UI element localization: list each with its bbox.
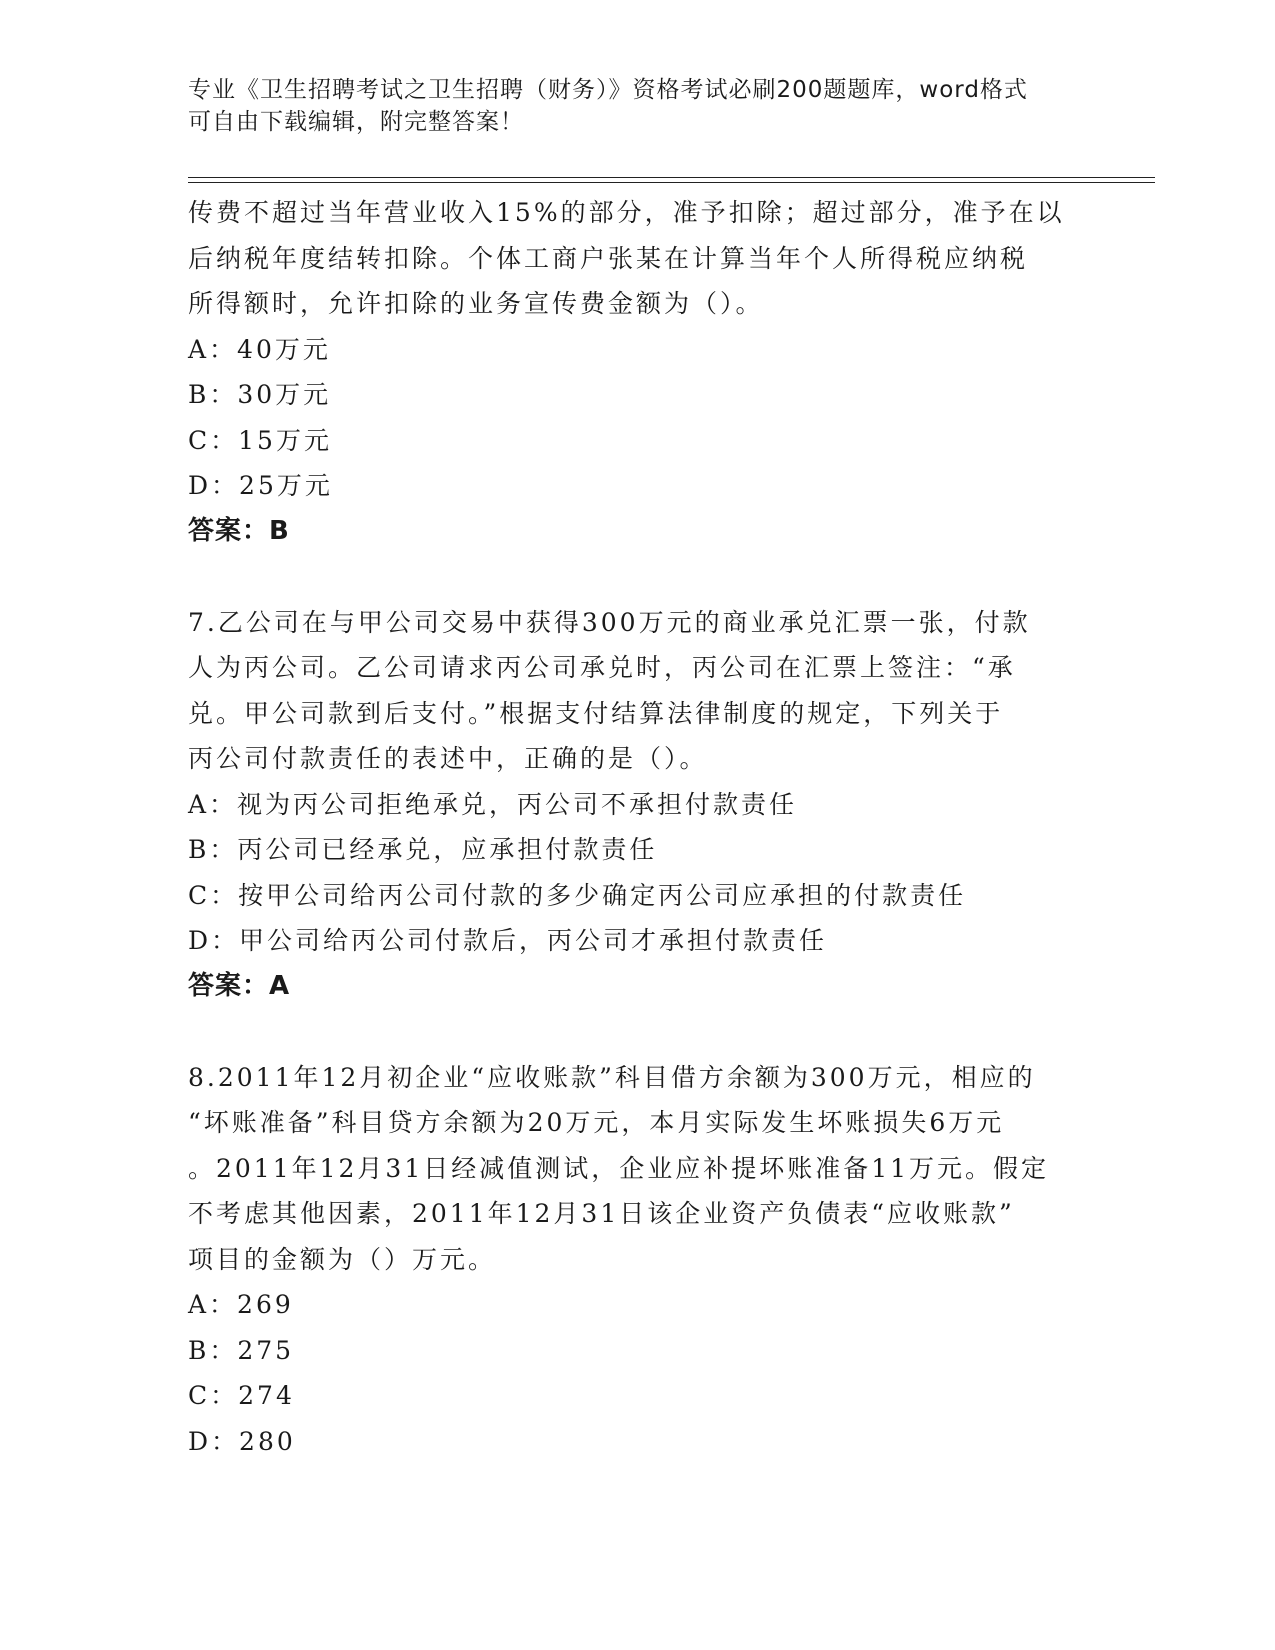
question-stem-line: 人为丙公司。乙公司请求丙公司承兑时，丙公司在汇票上签注：“承 — [188, 653, 1016, 682]
question-stem-line: 后纳税年度结转扣除。个体工商户张某在计算当年个人所得税应纳税 — [188, 243, 1029, 273]
option-d: D：25万元 — [188, 471, 333, 500]
option-b: B：275 — [188, 1335, 295, 1365]
option-d: D：甲公司给丙公司付款后，丙公司才承担付款责任 — [188, 926, 828, 955]
answer-label: 答案：A — [188, 970, 291, 1001]
spacer — [188, 1009, 1088, 1055]
question-stem-line: 传费不超过当年营业收入15%的部分，准予扣除；超过部分，准予在以 — [188, 198, 1065, 227]
header-line-2: 可自由下载编辑，附完整答案！ — [188, 109, 524, 135]
question-stem-line: 不考虑其他因素，2011年12月31日该企业资产负债表“应收账款” — [188, 1199, 1015, 1228]
header-divider-bottom — [188, 182, 1155, 183]
option-a: A：269 — [188, 1290, 294, 1319]
document-body — [188, 190, 1088, 1464]
document-header — [188, 74, 1088, 138]
option-a: A：视为丙公司拒绝承兑，丙公司不承担付款责任 — [188, 789, 798, 819]
question-stem-line: 。2011年12月31日经减值测试，企业应补提坏账准备11万元。假定 — [188, 1153, 1050, 1183]
option-b: B：30万元 — [188, 380, 332, 409]
question-stem-line: 兑。甲公司款到后支付。”根据支付结算法律制度的规定，下列关于 — [188, 698, 1004, 728]
question-stem-line: 7.乙公司在与甲公司交易中获得300万元的商业承兑汇票一张，付款 — [188, 607, 1031, 637]
header-divider-top — [188, 177, 1155, 178]
header-line-1: 专业《卫生招聘考试之卫生招聘（财务）》资格考试必刷200题题库，word格式 — [188, 77, 1028, 103]
question-stem-line: 项目的金额为（）万元。 — [188, 1244, 497, 1274]
option-d: D：280 — [188, 1426, 296, 1456]
question-stem-line: 丙公司付款责任的表述中，正确的是（）。 — [188, 744, 708, 773]
option-b: B：丙公司已经承兑，应承担付款责任 — [188, 835, 658, 864]
option-c: C：按甲公司给丙公司付款的多少确定丙公司应承担的付款责任 — [188, 880, 967, 910]
question-7 — [188, 600, 1088, 1010]
question-stem-line: “坏账准备”科目贷方余额为20万元，本月实际发生坏账损失6万元 — [188, 1108, 1005, 1137]
question-8 — [188, 1055, 1088, 1465]
question-6 — [188, 190, 1088, 554]
option-a: A：40万元 — [188, 334, 331, 364]
option-c: C：15万元 — [188, 425, 332, 455]
question-stem-line: 所得额时，允许扣除的业务宣传费金额为（）。 — [188, 289, 764, 318]
answer-label: 答案：B — [188, 515, 290, 546]
spacer — [188, 554, 1088, 600]
question-stem-line: 8.2011年12月初企业“应收账款”科目借方余额为300万元，相应的 — [188, 1062, 1036, 1092]
option-c: C：274 — [188, 1381, 295, 1410]
